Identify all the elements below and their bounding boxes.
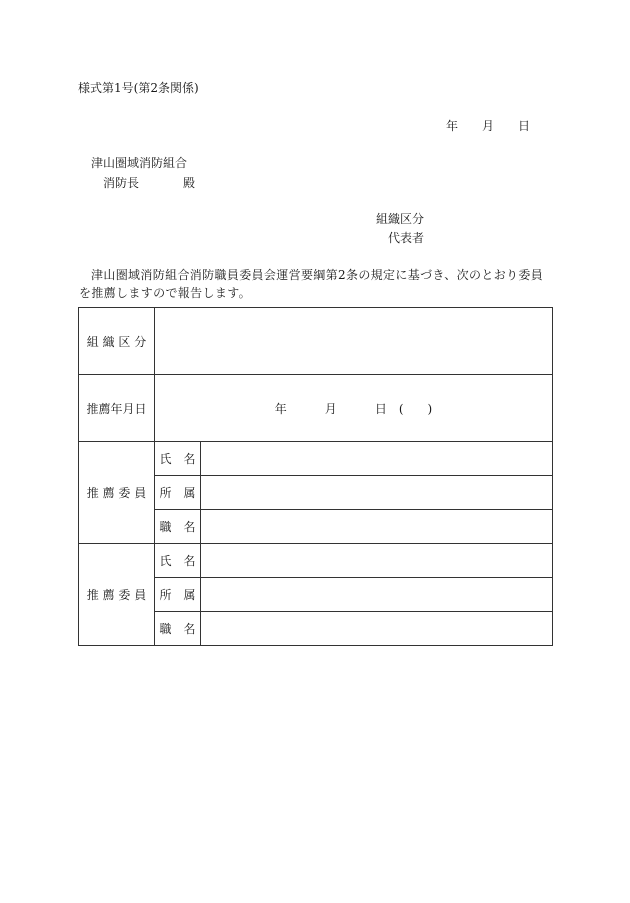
member2-position-cell[interactable]: [201, 612, 553, 646]
member1-position-cell[interactable]: [201, 510, 553, 544]
org-label: 組 織 区 分: [79, 308, 155, 375]
body-text: 津山圏域消防組合消防職員委員会運営要綱第2条の規定に基づき、次のとおり委員を推薦しますので報告します。: [79, 268, 544, 300]
form-number-label: 様式第1号(第2条関係): [78, 81, 199, 95]
recommend-date-weekday: ( ): [398, 401, 433, 416]
date-year-label: 年: [446, 119, 459, 133]
member2-name-row: [79, 544, 553, 578]
member2-position-label: 職 名: [155, 612, 201, 646]
org-row: [79, 308, 553, 375]
member1-position-label: 職 名: [155, 510, 201, 544]
member1-affiliation-label: 所 属: [155, 476, 201, 510]
recommend-date-cell[interactable]: [155, 375, 553, 442]
recommend-date-label: 推薦年月日: [79, 375, 155, 442]
recommend-date-month: 月: [324, 401, 337, 416]
sender-organization: 組織区分: [376, 212, 425, 226]
addressee-honorific: 殿: [183, 176, 196, 190]
date-row: [79, 375, 553, 442]
date-month-label: 月: [482, 119, 495, 133]
member2-name-label: 氏 名: [155, 544, 201, 578]
member1-label: 推 薦 委 員: [79, 442, 155, 544]
member2-label: 推 薦 委 員: [79, 544, 155, 646]
recommendation-table: [78, 307, 553, 646]
member1-name-row: [79, 442, 553, 476]
member1-affiliation-cell[interactable]: [201, 476, 553, 510]
addressee-organization: 津山圏域消防組合: [91, 156, 188, 170]
addressee-title: 消防長: [103, 176, 140, 190]
recommend-date-day: 日: [374, 401, 387, 416]
org-value-cell[interactable]: [155, 308, 553, 375]
member2-affiliation-label: 所 属: [155, 578, 201, 612]
date-day-label: 日: [518, 119, 531, 133]
member1-name-cell[interactable]: [201, 442, 553, 476]
member2-affiliation-cell[interactable]: [201, 578, 553, 612]
recommend-date-year: 年: [274, 401, 287, 416]
member2-name-cell[interactable]: [201, 544, 553, 578]
sender-representative: 代表者: [388, 231, 425, 245]
report-date: [446, 119, 530, 133]
member1-name-label: 氏 名: [155, 442, 201, 476]
